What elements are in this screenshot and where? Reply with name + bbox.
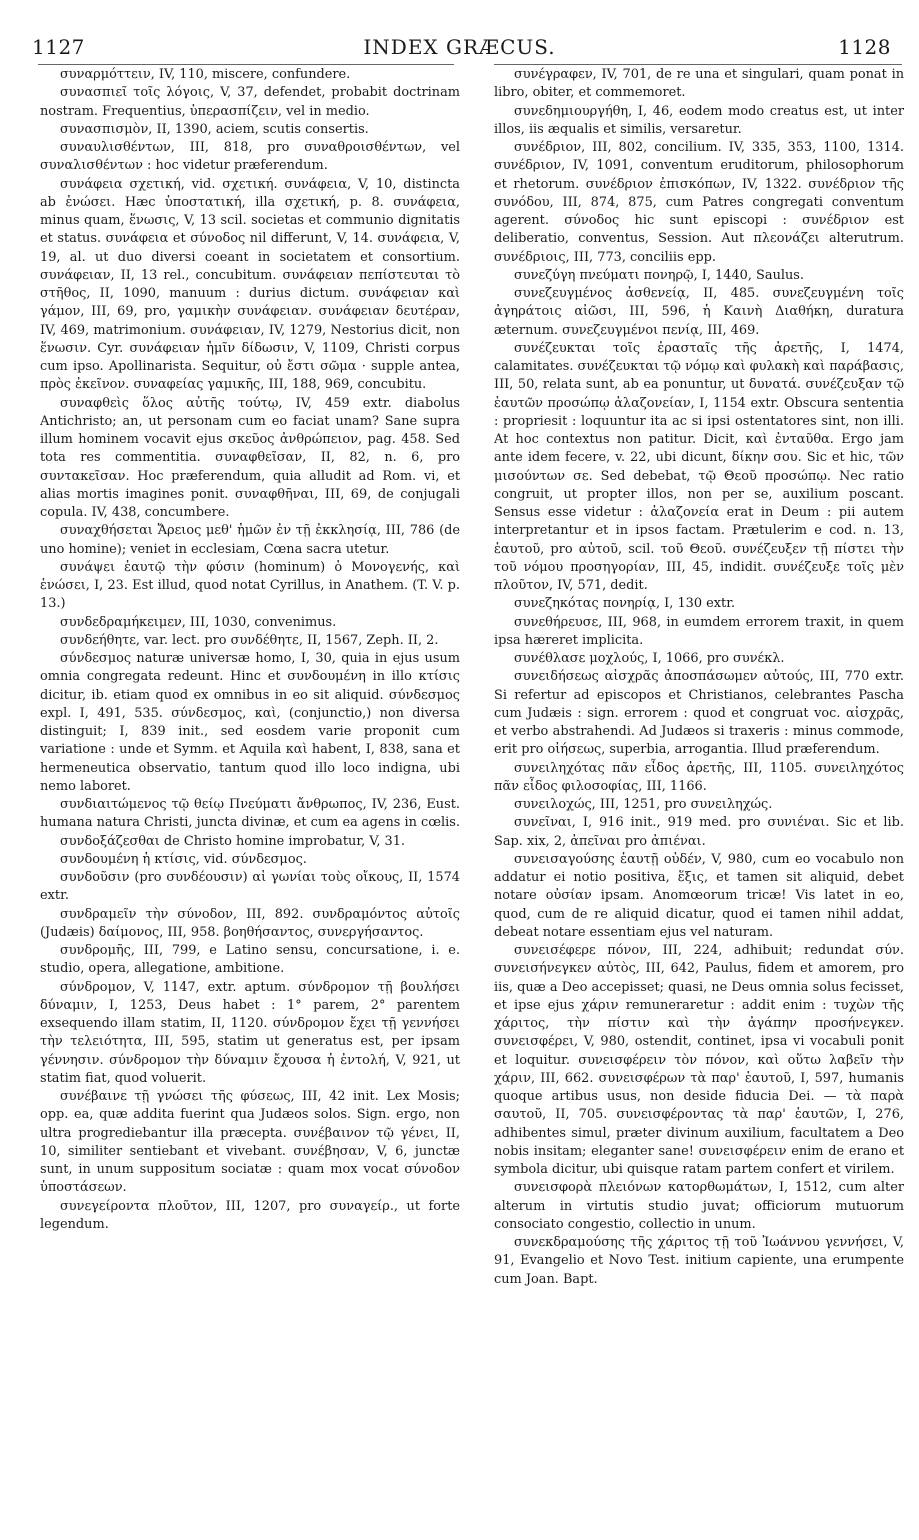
index-entry: συναφθεὶς ὅλος αὐτῆς τούτῳ, IV, 459 extr. diabolus Antichristo; an, ut personam cum eo faciat unam? Sane supra illum hominem vocavit ejus σκεῦος ἀνθρώπειον, pag. 458. Sed tota res commentitia. συναφθεῖσαν, II, 82, n. 6, pro συντακεῖσαν. Hoc præferendum, quia alludit ad Rom. vi, et alias mortis imagines ponit. συναφθῆναι, III, 69, de conjugali copula. IV, 438, concumbere.: [40, 395, 460, 520]
index-entry: συνδραμεῖν τὴν σύνοδον, III, 892. συνδραμόντος αὐτοῖς (Judæis) δαίμονος, III, 958. βοηθήσαντος, συνεργήσαντος.: [40, 906, 460, 940]
index-entry: συναρμόττειν, IV, 110, miscere, confundere.: [60, 67, 351, 82]
index-entry: συνεισαγούσης ἑαυτῇ οὐδέν, V, 980, cum eo vocabulo non addatur ei notio positiva, ἕξις, et tamen sit aliquid, debet notare οὐσίαν ipsam. Anomœorum tricæ! Vis latet in eo, quod, cum de re aliquid dicatur, quod ei tamen nihil addat, debeat notare essentiam ejus vel naturam.: [494, 851, 904, 940]
index-entry: συνεζύγη πνεύματι πονηρῷ, I, 1440, Saulus.: [514, 267, 805, 283]
header-rule-left: [38, 64, 454, 65]
index-entry: συνδρομῆς, III, 799, e Latino sensu, concursatione, i. e. studio, opera, allegatione, ambitione.: [40, 943, 460, 977]
index-entry: συνέδριον, III, 802, concilium. IV, 335, 353, 1100, 1314. συνέδριον, IV, 1091, conventum eruditorum, philosophorum et rhetorum. συνέδριον ἐπισκόπων, IV, 1322. συνέδριον τῆς συνόδου, III, 874, 875, cum Patres congregati conventum agerent. σύνοδος hic sunt episcopi : συνέδριον est deliberatio, conventus, Session. Aut πλεονάζει alterutrum. συνέδριοις, III, 773, conciliis epp.: [494, 140, 904, 265]
index-entry: συνεκδραμούσης τῆς χάριτος τῇ τοῦ Ἰωάννου γεννήσει, V, 91, Evangelio et Novo Test. initium capiente, una erumpente cum Joan. Bapt.: [494, 1235, 904, 1287]
index-entry: συνειδήσεως αἰσχρᾶς ἀποσπάσωμεν αὐτούς, III, 770 extr. Si refertur ad episcopos et Christianos, celebrantes Pascha cum Judæis : sign. errorem : quod et congruat voc. αἰσχρᾶς, et verbo abstrahendi. Ad Judæos si traxeris : minus commode, erit pro οἰήσεως, superbia, arrogantia. Illud præferendum.: [494, 669, 904, 758]
index-entry: συνασπισμὸν, II, 1390, aciem, scutis consertis.: [60, 121, 369, 137]
page-number-right: 1128: [838, 35, 891, 59]
index-entry: συνέζευκται τοῖς ἐρασταῖς τῆς ἀρετῆς, I, 1474, calamitates. συνέζευκται τῷ νόμῳ καὶ φυλακὴ καὶ παράβασις, III, 50, relata sunt, ab ea ponuntur, ut δυνατά. συνέζευξαν τῷ ἑαυτῶν προσώπῳ ἀλαζονείαν, I, 1154 extr. Obscura sententia : propriesit : loquuntur ita ac si ipsi ostentatores sint, non illi. At hoc contextus non patitur. Dicit, καὶ ἐνταῦθα. Ergo jam ante idem fecere, v. 22, ubi dicunt, δίκην σου. Sic et hic, τῶν μισούντων σε. Sed debebat, τῷ Θεοῦ προσώπῳ. Nec ratio congruit, ut propter illos, non per se, auxilium poscant. Sensus esse videtur : ἀλαζονεία erat in Deum : pii autem interpretantur et in ipsos factam. Prætulerim e cod. n. 13, ἑαυτοῦ, pro αὐτοῦ, scil. τοῦ Θεοῦ. συνέζευξεν τῇ πίστει τὴν τοῦ νόμου προσηγορίαν, III, 45, indidit. συνέζευξε τοῖς μὲν πλοῦτον, IV, 571, dedit.: [494, 340, 904, 593]
index-entry: συνεδημιουργήθη, I, 46, eodem modo creatus est, ut inter illos, iis æqualis et similis, versaretur.: [494, 103, 904, 137]
index-entry: συνεζευγμένος ἀσθενείᾳ, II, 485. συνεζευγμένη τοῖς ἀγηράτοις αἰῶσι, III, 596, ἡ Καινὴ Διαθήκη, duratura æternum. συνεζευγμένοι πενίᾳ, III, 469.: [494, 286, 904, 338]
index-entry: συνεισέφερε πόνον, III, 224, adhibuit; redundat σύν. συνεισήνεγκεν αὐτὸς, III, 642, Paulus, fidem et amorem, pro iis, quæ a Deo accepisset; quasi, ne Deus omnia solus fecisset, et ipse ejus χάριν remuneraretur : addit enim : τυχὼν τῆς χάριτος, τὴν πίστιν καὶ τὴν ἀγάπην προσήνεγκεν. συνεισφέρει, V, 980, ostendit, continet, ipsa vi vocabuli ponit et loquitur. συνεισφέρειν τὸν πόνον, καὶ οὕτω λαβεῖν τὴν χάριν, III, 662. συνεισφέρων τὰ παρ' ἑαυτοῦ, I, 597, humanis quoque artibus usus, non deside fiducia Dei. — τὰ παρὰ σαυτοῦ, II, 705. συνεισφέροντας τὰ παρ' ἑαυτῶν, I, 276, adhibentes simul, præter divinum auxilium, facultatem a Deo nobis insitam; eleganter sane! συνεισφέρειν enim de erano et symbola dicitur, ubi quisque ratam partem confert et virilem.: [494, 943, 904, 1177]
index-entry: συνεισφορὰ πλειόνων κατορθωμάτων, I, 1512, cum alter alterum in virtutis studio juvat; officiorum mutuorum consociato congestio, collectio in unum.: [494, 1180, 904, 1232]
index-entry: συνδεήθητε, var. lect. pro συνδέθητε, II, 1567, Zeph. II, 2.: [60, 632, 439, 648]
index-entry: συνδοξάζεσθαι de Christo homine improbatur, V, 31.: [60, 833, 406, 849]
index-entry: συνεζηκότας πονηρίᾳ, I, 130 extr.: [514, 596, 736, 612]
index-entry: συνδοῦσιν (pro συνδέουσιν) αἱ γωνίαι τοὺς οἴκους, II, 1574 extr.: [40, 870, 460, 904]
index-entry: συνδουμένη ἡ κτίσις, vid. σύνδεσμος.: [60, 851, 307, 867]
index-entry: συναυλισθέντων, III, 818, pro συναθροισθέντων, vel συναλισθέντων : hoc videtur præferendum.: [40, 140, 460, 174]
header-rule-right: [494, 64, 902, 65]
index-entry: συνεῖναι, I, 916 init., 919 med. pro συνιέναι. Sic et lib. Sap. xix, 2, ἀπεῖναι pro ἀπιέναι.: [494, 815, 904, 849]
index-entry: συνάφεια σχετική, vid. σχετική. συνάφεια, V, 10, distincta ab ἑνώσει. Hæc ὑποστατική, illa σχετική, p. 8. συνάφεια, minus quam, ἕνωσις, V, 13 scil. societas et communio dignitatis et status. συνάφεια et σύνοδος nil differunt, V, 14. συνάφεια, V, 19, al. ut duo diversi coeant in societatem et consortium. συνάφειαν, II, 13 rel., concubitum. συνάφειαν πεπίστευται τὸ στῆθος, II, 1090, manuum : durius dictum. συνάφειαν καὶ γάμον, III, 69, pro, γαμικὴν συνάφειαν. συνάφειαν δευτέραν, IV, 469, matrimonium. συνάφειαν, IV, 1279, Nestorius dicit, non ἕνωσιν. Cyr. συνάφειαν ἡμῖν δίδωσιν, V, 1109, Christi corpus cum ipso. Apollinarista. Sequitur, οὐ ἔστι σῶμα · supple antea, πρὸς ἐκεῖνον. συναφείας γαμικῆς, III, 188, 969, concubitu.: [40, 176, 460, 393]
index-entry: συνεγείροντα πλοῦτον, III, 1207, pro συναγείρ., ut forte legendum.: [40, 1198, 460, 1232]
index-entry: σύνδρομον, V, 1147, extr. aptum. σύνδρομον τῇ βουλήσει δύναμιν, I, 1253, Deus habet : 1° parem, 2° parentem exsequendo illam statim, II, 1120. σύνδρομον ἔχει τῇ γεννήσει τὴν τελειότητα, III, 595, statim ut generatus est, per ipsam γέννησιν. σύνδρομον τὴν δύναμιν ἔχουσα ἡ ἐντολή, V, 921, ut statim fiat, quod voluerit.: [40, 979, 460, 1086]
index-entry: συνάψει ἑαυτῷ τὴν φύσιν (hominum) ὁ Μονογενής, καὶ ἑνώσει, I, 23. Est illud, quod notat Cyrillus, in Anathem. (T. V. p. 13.): [40, 559, 460, 612]
page-number-left: 1127: [32, 35, 85, 59]
index-entry: συνειληχότας πᾶν εἶδος ἀρετῆς, III, 1105. συνειληχότος πᾶν εἶδος φιλοσοφίας, III, 1166.: [494, 760, 904, 794]
index-entry: συνειλοχώς, III, 1251, pro συνειληχώς.: [514, 797, 773, 812]
index-entry: συνασπιεῖ τοῖς λόγοις, V, 37, defendet, probabit doctrinam nostram. Frequentius, ὑπερασπίζειν, vel in medio.: [40, 85, 460, 119]
page-header: [0, 0, 919, 60]
running-title: INDEX GRÆCUS.: [363, 35, 556, 59]
left-column: [40, 66, 460, 1486]
right-column: [494, 66, 904, 1486]
index-entry: συναχθήσεται Ἄρειος μεθ' ἡμῶν ἐν τῇ ἐκκλησίᾳ, III, 786 (de uno homine); veniet in ecclesiam, Cœna sacra utetur.: [40, 523, 460, 557]
index-entry: συνέθλασε μοχλούς, I, 1066, pro συνέκλ.: [514, 651, 785, 666]
index-entry: συνδεδραμήκειμεν, III, 1030, convenimus.: [60, 614, 337, 630]
index-entry: συνέβαινε τῇ γνώσει τῆς φύσεως, III, 42 init. Lex Mosis; opp. ea, quæ addita fuerint qua Judæos solos. Sign. ergo, non ultra progrediebantur illa præcepta. συνέβαινον τῷ γένει, II, 10, similiter sentiebant et vivebant. συνέβησαν, V, 6, junctæ sunt, in unum suppositum sociatæ : quam mox vocat σύνοδον ὑποστάσεων.: [40, 1089, 460, 1196]
index-entry: σύνδεσμος naturæ universæ homo, I, 30, quia in ejus usum omnia congregata redeunt. Hinc et συνδουμένη in illo κτίσις dicitur, ib. etiam quod ex omnibus in eo sit aliquid. σύνδεσμος expl. I, 491, 535. σύνδεσμος, καὶ, (conjunctio,) non diversa distinguit; I, 839 init., sed eosdem varie proponit cum variatione : unde et Symm. et Aquila καὶ habent, I, 838, sana et hermeneutica observatio, tantum quod illo loco indigna, ubi nemo laboret.: [40, 651, 460, 794]
index-entry: συνδιαιτώμενος τῷ θείῳ Πνεύματι ἄνθρωπος, IV, 236, Eust. humana natura Christi, juncta divinæ, et cum ea agens in cœlis.: [40, 797, 460, 831]
index-entry: συνέγραφεν, IV, 701, de re una et singulari, quam ponat in libro, obiter, et commemoret.: [494, 67, 904, 101]
index-entry: συνεθήρευσε, III, 968, in eumdem errorem traxit, in quem ipsa hæreret implicita.: [494, 614, 904, 648]
